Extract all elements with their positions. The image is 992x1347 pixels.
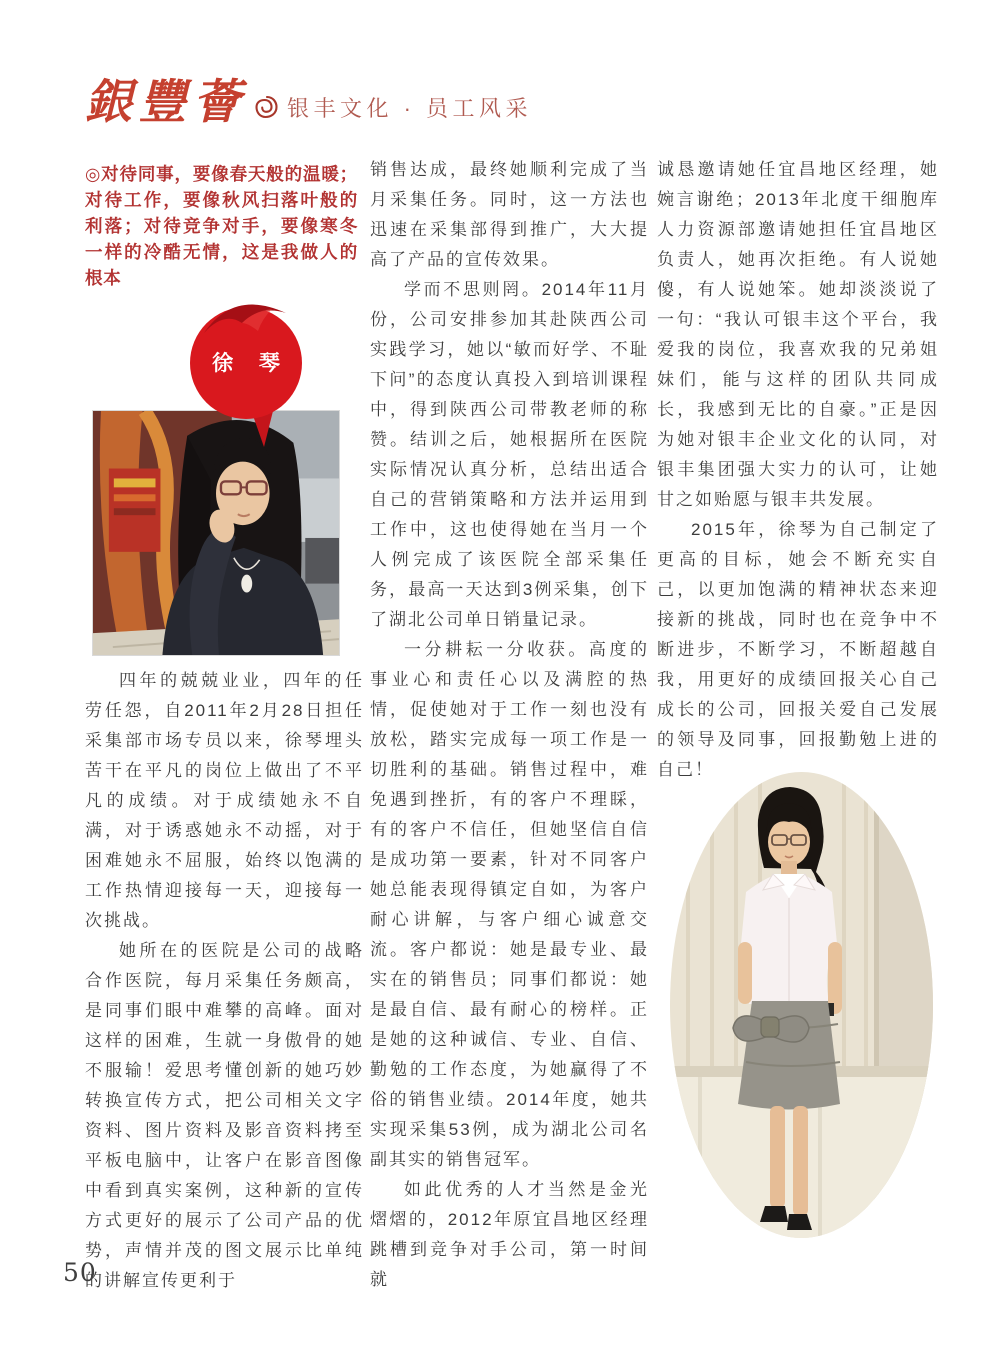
swirl-icon xyxy=(253,94,279,125)
article-paragraph: 她所在的医院是公司的战略合作医院，每月采集任务颇高，是同事们眼中难攀的高峰。面对这样的困难，生就一身傲骨的她不服输！爱思考懂创新的她巧妙转换宣传方式，把公司相关文字资料、图片资料及影音资料拷至平板电脑中，让客户在影音图像中看到真实案例，这种新的宣传方式更好的展示了公司产品的优势，声情并茂的图文展示比单纯的讲解宣传更利于 xyxy=(85,941,364,1290)
article-paragraph: 销售达成，最终她顺利完成了当月采集任务。同时，这一方法也迅速在采集部得到推广，大大提高了产品的宣传效果。 xyxy=(370,160,649,269)
article-paragraph: 四年的兢兢业业，四年的任劳任怨，自2011年2月28日担任采集部市场专员以来，徐琴埋头苦干在平凡的岗位上做出了不平凡的成绩。对于成绩她永不自满，对于诱惑她永不动摇，对于困难她永不屈服，始终以饱满的工作热情迎接每一天，迎接每一次挑战。 xyxy=(85,671,364,930)
page-header xyxy=(85,66,532,138)
article-paragraph: 2015年，徐琴为自己制定了更高的目标，她会不断充实自己，以更加饱满的精神状态来迎接新的挑战，同时也在竞争中不断进步，不断学习，不断超越自我，用更好的成绩回报关心自己成长的公司，回报关爱自己发展的领导及同事，回报勤勉上进的自己！ xyxy=(657,520,939,779)
article-column-3 xyxy=(657,155,939,785)
employee-name: 徐 琴 xyxy=(212,352,290,375)
section-label: 银丰文化 · 员工风采 xyxy=(287,95,533,121)
pull-quote: ◎对待同事，要像春天般的温暖；对待工作，要像秋风扫落叶般的利落；对待竞争对手，要像寒冬一样的冷酷无情，这是我做人的根本 xyxy=(85,164,358,288)
article-paragraph: 如此优秀的人才当然是金光熠熠的，2012年原宜昌地区经理跳槽到竞争对手公司，第一时间就 xyxy=(370,1180,649,1289)
article-paragraph: 学而不思则罔。2014年11月份，公司安排参加其赴陕西公司实践学习，她以“敏而好学、不耻下问”的态度认真投入到培训课程中，得到陕西公司带教老师的称赞。结训之后，她根据所在医院实际情况认真分析，总结出适合自己的营销策略和方法并运用到工作中，这也使得她在当月一个人例完成了该医院全部采集任务，最高一天达到3例采集，创下了湖北公司单日销量记录。 xyxy=(370,280,649,629)
article-column-1 xyxy=(85,666,364,1296)
brand-logo-calligraphy: 銀豐薈 xyxy=(85,74,247,130)
article-column-2 xyxy=(370,155,649,1295)
article-paragraph: 诚恳邀请她任宜昌地区经理，她婉言谢绝；2013年北度干细胞库人力资源部邀请她担任宜昌地区负责人，她再次拒绝。有人说她傻，有人说她笨。她却淡淡说了一句：“我认可银丰这个平台，我爱我的岗位，我喜欢我的兄弟姐妹们，能与这样的团队共同成长，我感到无比的自豪。”正是因为她对银丰企业文化的认同，对银丰集团强大实力的认可，让她甘之如贻愿与银丰共发展。 xyxy=(657,160,939,509)
article-paragraph: 一分耕耘一分收获。高度的事业心和责任心以及满腔的热情，促使她对于工作一刻也没有放松，踏实完成每一项工作是一切胜利的基础。销售过程中，难免遇到挫折，有的客户不理睬，有的客户不信任，但她坚信自信是成功第一要素，针对不同客户她总能表现得镇定自如，为客户耐心讲解，与客户细心诚意交流。客户都说：她是最专业、最实在的销售员；同事们都说：她是最自信、最有耐心的榜样。正是她的这种诚信、专业、自信、勤勉的工作态度，为她赢得了不俗的销售业绩。2014年度，她共实现采集53例，成为湖北公司名副其实的销售冠军。 xyxy=(370,640,649,1169)
page-number: 50 xyxy=(63,1258,97,1287)
portrait-photo-standing-art xyxy=(670,772,933,1238)
name-badge xyxy=(188,297,304,449)
portrait-photo-standing-oval xyxy=(670,772,933,1238)
